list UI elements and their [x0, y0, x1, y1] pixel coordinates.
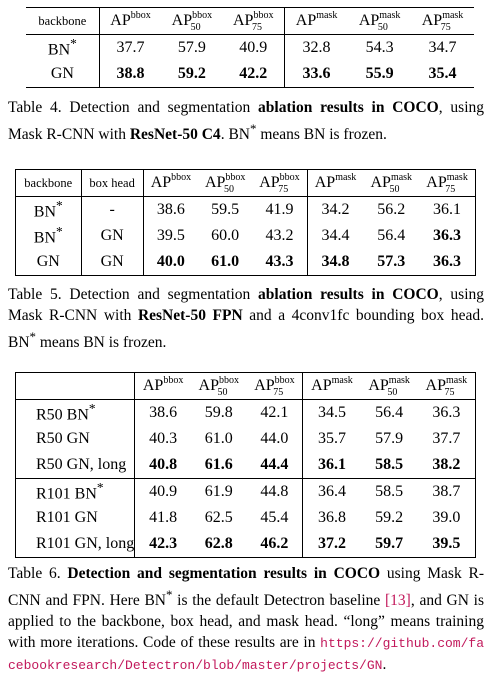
cell: 61.0 [204, 430, 233, 447]
row-label-star: * [70, 36, 77, 52]
table-4-caption [8, 97, 484, 145]
caption-text: Table 6. [8, 565, 68, 582]
table-row [16, 249, 476, 276]
table-6 [15, 372, 476, 558]
cell: 44.4 [247, 452, 303, 479]
row-label-text: GN [36, 253, 60, 270]
cell-box-head: GN [81, 249, 143, 276]
cell: 38.2 [418, 452, 476, 479]
cell: 37.2 [303, 531, 361, 558]
cell: 36.1 [303, 452, 361, 479]
code-url-link[interactable]: https://github.com/facebookresearch/Detectron/blob/master/projects/GN [8, 636, 484, 674]
cell: 36.8 [317, 509, 346, 526]
cell: 59.8 [204, 404, 233, 421]
caption-text: Table 5. Detection and segmentation [8, 286, 259, 303]
caption-star: * [29, 329, 36, 344]
caption-text: using Mask R-CNN and FPN. Here BN [8, 565, 484, 610]
row-label-star: * [56, 198, 63, 214]
cell: 39.0 [418, 505, 476, 531]
table-row [16, 479, 476, 506]
row-label-text: R101 GN [36, 509, 98, 526]
row-label-text: GN [50, 65, 74, 82]
cell: 39.5 [156, 227, 185, 244]
caption-text: Table 4. Detection and segmentation [8, 99, 259, 116]
row-label-text: R50 GN, long [36, 456, 127, 473]
cell: 34.7 [428, 39, 457, 56]
row-label-text: R101 BN [36, 485, 97, 503]
cell: 57.3 [363, 249, 419, 276]
col-header-ap50-mask: $AP^{mask}$ 50 [348, 8, 411, 35]
cell: 60.0 [211, 227, 240, 244]
row-label-text: BN [47, 41, 71, 59]
row-label [16, 505, 135, 531]
col-header-ap50-bbox: $AP^{bbox}$ 50 [198, 170, 252, 197]
cell: 59.2 [161, 61, 222, 88]
col-header-empty [16, 373, 135, 400]
cell: 37.7 [418, 426, 476, 452]
cell: 61.9 [204, 483, 233, 500]
row-label-text: R50 BN [36, 406, 89, 424]
col-header-ap50-bbox: $AP^{bbox}$ 50 [161, 8, 222, 35]
col-header-ap-bbox: $AP^{bbox}$ [135, 373, 191, 400]
cell: 40.3 [149, 430, 178, 447]
cell: 40.9 [222, 35, 284, 62]
cell: 42.2 [222, 61, 284, 88]
col-header-ap-bbox: $AP^{bbox}$ [99, 8, 161, 35]
caption-star: * [165, 587, 173, 602]
col-header-ap50-bbox: $AP^{bbox}$ 50 [191, 373, 247, 400]
cell: 41.8 [149, 509, 178, 526]
row-label [16, 531, 135, 558]
cell: 35.4 [411, 61, 474, 88]
table-5-caption [8, 284, 484, 353]
cell: 38.8 [99, 61, 161, 88]
table-row [16, 426, 476, 452]
cell: 32.8 [302, 39, 331, 56]
cell: 38.7 [418, 479, 476, 506]
caption-text: , using Mask R-CNN with [8, 99, 485, 144]
col-header-backbone: backbone [16, 170, 82, 197]
caption-text: means BN is frozen. [256, 126, 387, 144]
table-5 [15, 169, 476, 276]
col-header-ap75-mask: $AP^{mask}$ 75 [419, 170, 475, 197]
cell: 59.5 [211, 201, 240, 218]
cell: 40.9 [149, 483, 178, 500]
caption-bold: ResNet-50 C4 [129, 126, 221, 144]
cell-box-head: - [81, 197, 143, 224]
col-header-ap-bbox: $AP^{bbox}$ [143, 170, 198, 197]
cell: 44.0 [247, 426, 303, 452]
caption-text: is the default Detectron baseline [172, 592, 386, 610]
col-header-ap75-bbox: $AP^{bbox}$ 75 [222, 8, 284, 35]
cell: 39.5 [418, 531, 476, 558]
caption-text: means BN is frozen. [36, 334, 167, 352]
cell: 58.5 [361, 452, 418, 479]
cell: 56.4 [377, 227, 406, 244]
cell: 59.2 [375, 509, 404, 526]
col-header-ap75-bbox: $AP^{bbox}$ 75 [247, 373, 303, 400]
cell: 34.4 [321, 227, 350, 244]
cell: 59.7 [361, 531, 418, 558]
table-row [16, 531, 476, 558]
cell: 56.4 [375, 404, 404, 421]
cell: 37.7 [116, 39, 145, 56]
citation-link[interactable]: [13] [385, 592, 411, 610]
col-header-ap75-mask: $AP^{mask}$ 75 [411, 8, 474, 35]
caption-bold: Detection and segmentation results in COCO [67, 565, 381, 582]
cell: 38.6 [156, 201, 185, 218]
cell: 34.8 [307, 249, 363, 276]
table-row [26, 61, 474, 88]
cell: 55.9 [348, 61, 411, 88]
cell: 54.3 [365, 39, 394, 56]
table-row [26, 35, 474, 62]
caption-text: and a 4conv1fc bounding box head. BN [8, 307, 484, 352]
cell: 46.2 [247, 531, 303, 558]
col-header-ap-mask: $AP^{mask}$ [284, 8, 348, 35]
table-row [16, 452, 476, 479]
cell: 34.2 [321, 201, 350, 218]
table-row [16, 197, 476, 224]
cell: 57.9 [177, 39, 206, 56]
row-label [16, 400, 135, 427]
col-header-ap50-mask: $AP^{mask}$ 50 [361, 373, 418, 400]
cell: 36.3 [418, 400, 476, 427]
col-header-ap-mask: $AP^{mask}$ [303, 373, 361, 400]
row-label-star: * [96, 480, 104, 496]
col-header-ap50-mask: $AP^{mask}$ 50 [363, 170, 419, 197]
cell: 43.2 [252, 223, 307, 249]
cell: 45.4 [247, 505, 303, 531]
table-row [16, 505, 476, 531]
row-label [16, 249, 82, 276]
col-header-ap75-mask: $AP^{mask}$ 75 [418, 373, 476, 400]
cell: 34.5 [317, 404, 346, 421]
caption-text: , using Mask R-CNN with [8, 286, 485, 324]
row-label [16, 223, 82, 249]
row-label [16, 426, 135, 452]
table-6-caption [8, 563, 484, 676]
cell: 36.1 [419, 197, 475, 224]
cell: 40.8 [135, 452, 191, 479]
caption-bold: ResNet-50 FPN [137, 307, 243, 324]
cell: 36.4 [317, 483, 346, 500]
cell: 41.9 [252, 197, 307, 224]
cell: 36.3 [419, 249, 475, 276]
cell: 57.9 [375, 430, 404, 447]
caption-bold: ablation results in COCO [258, 99, 439, 116]
row-label-star: * [88, 401, 96, 417]
caption-bold: ablation results in COCO [258, 286, 439, 303]
cell: 58.5 [375, 483, 404, 500]
table-row [16, 223, 476, 249]
row-label [26, 35, 99, 62]
caption-text: . [382, 656, 387, 674]
cell: 56.2 [377, 201, 406, 218]
caption-text: . BN [220, 126, 250, 144]
cell-box-head: GN [81, 223, 143, 249]
cell: 43.3 [252, 249, 307, 276]
row-label [16, 452, 135, 479]
table-row [16, 400, 476, 427]
caption-star: * [249, 121, 257, 136]
cell: 38.6 [149, 404, 178, 421]
cell: 36.3 [419, 223, 475, 249]
col-header-ap-mask: $AP^{mask}$ [307, 170, 363, 197]
row-label-text: BN [33, 203, 57, 221]
row-label-text: R101 GN, long [36, 535, 135, 552]
cell: 42.3 [135, 531, 191, 558]
row-label [26, 61, 99, 88]
row-label-text: R50 GN [36, 430, 90, 447]
cell: 35.7 [317, 430, 346, 447]
cell: 44.8 [247, 479, 303, 506]
cell: 40.0 [143, 249, 198, 276]
col-header-ap75-bbox: $AP^{bbox}$ 75 [252, 170, 307, 197]
col-header-backbone: backbone [26, 8, 99, 35]
cell: 42.1 [247, 400, 303, 427]
row-label [16, 197, 82, 224]
row-label-text: BN [33, 229, 57, 247]
cell: 62.8 [191, 531, 247, 558]
cell: 61.0 [198, 249, 252, 276]
row-label-star: * [56, 224, 63, 240]
cell: 33.6 [284, 61, 348, 88]
table-4 [26, 7, 474, 88]
row-label [16, 479, 135, 506]
cell: 62.5 [204, 509, 233, 526]
cell: 61.6 [191, 452, 247, 479]
caption-text: , and GN is applied to the backbone, box head, and mask head. “long” means training with more iterations. Code of these results are in [8, 592, 485, 652]
col-header-box-head: box head [81, 170, 143, 197]
